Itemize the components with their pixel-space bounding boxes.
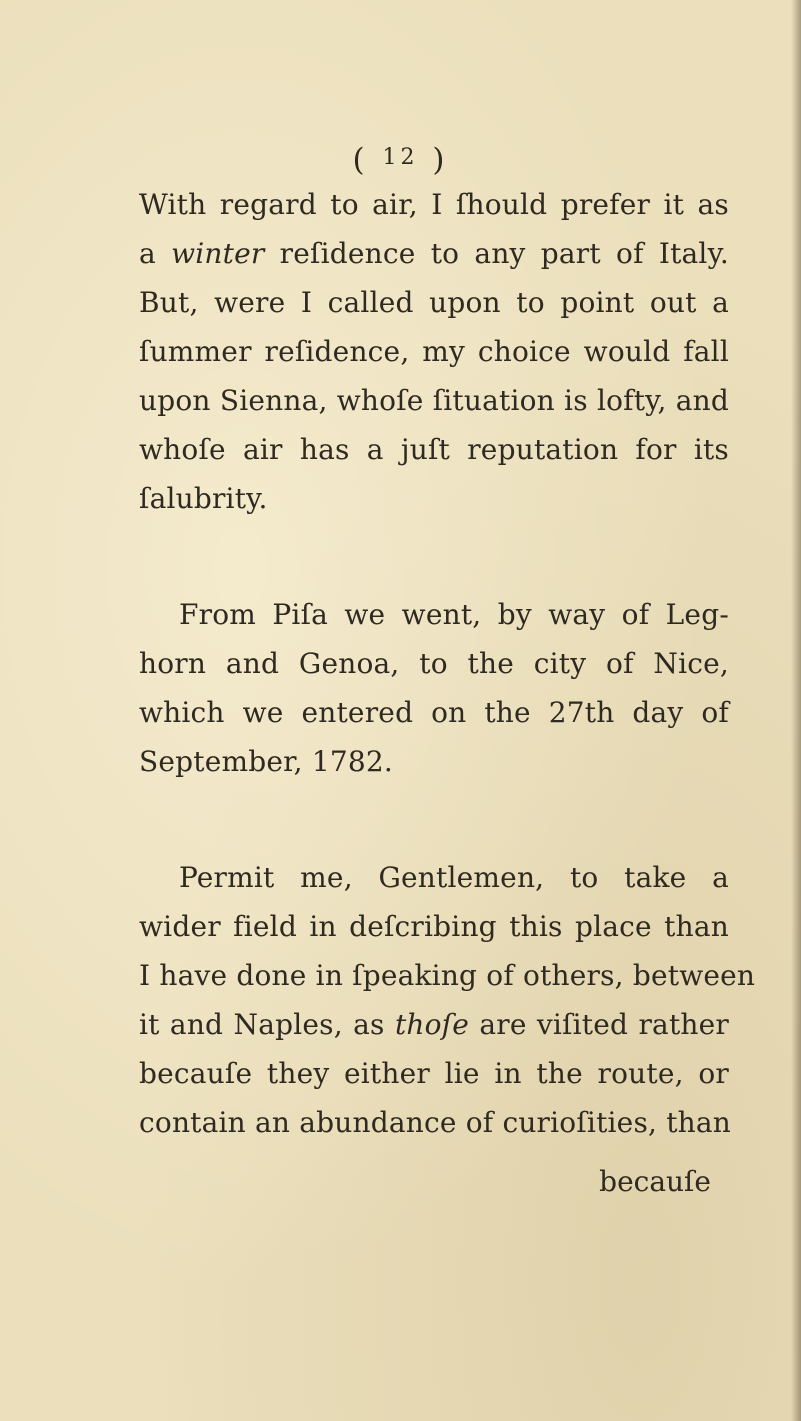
- text-line: ſummer reſidence, my choice would fall: [139, 335, 729, 368]
- text-line: Permit me, Gentlemen, to take a: [179, 861, 729, 894]
- page-edge-shadow: [791, 0, 801, 1421]
- text-line: ſalubrity.: [139, 482, 268, 515]
- paragraph-2: [139, 590, 729, 786]
- text-line: contain an abundance of curioſities, than: [139, 1106, 732, 1139]
- text-line: it and Naples, as thoſe are viſited rather: [139, 1008, 729, 1041]
- text-line: horn and Genoa, to the city of Nice,: [139, 647, 729, 680]
- text-line: whoſe air has a juſt reputation for its: [139, 433, 729, 466]
- paragraph-1: [139, 180, 729, 523]
- page-number: 12: [382, 145, 419, 170]
- italic-word: winter: [171, 237, 265, 270]
- paragraph-3: [139, 853, 756, 1147]
- italic-word: thoſe: [394, 1008, 470, 1041]
- text-line: wider field in deſcribing this place than: [139, 910, 729, 943]
- text-line: upon Sienna, whoſe ſituation is lofty, and: [139, 384, 729, 417]
- text-line: From Piſa we went, by way of Leg-: [179, 598, 729, 631]
- text-line: But, were I called upon to point out a: [139, 286, 729, 319]
- text-line: which we entered on the 27th day of: [139, 696, 729, 729]
- text-line: With regard to air, I ſhould prefer it as: [139, 188, 729, 221]
- text-line: becauſe they either lie in the route, or: [139, 1057, 729, 1090]
- text-line: September, 1782.: [139, 745, 394, 778]
- text-line: I have done in ſpeaking of others, between: [139, 959, 756, 992]
- catchword: becauſe: [599, 1165, 711, 1198]
- page-number-header: ( 12 ): [352, 142, 449, 178]
- text-line: a winter reſidence to any part of Italy.: [139, 237, 729, 270]
